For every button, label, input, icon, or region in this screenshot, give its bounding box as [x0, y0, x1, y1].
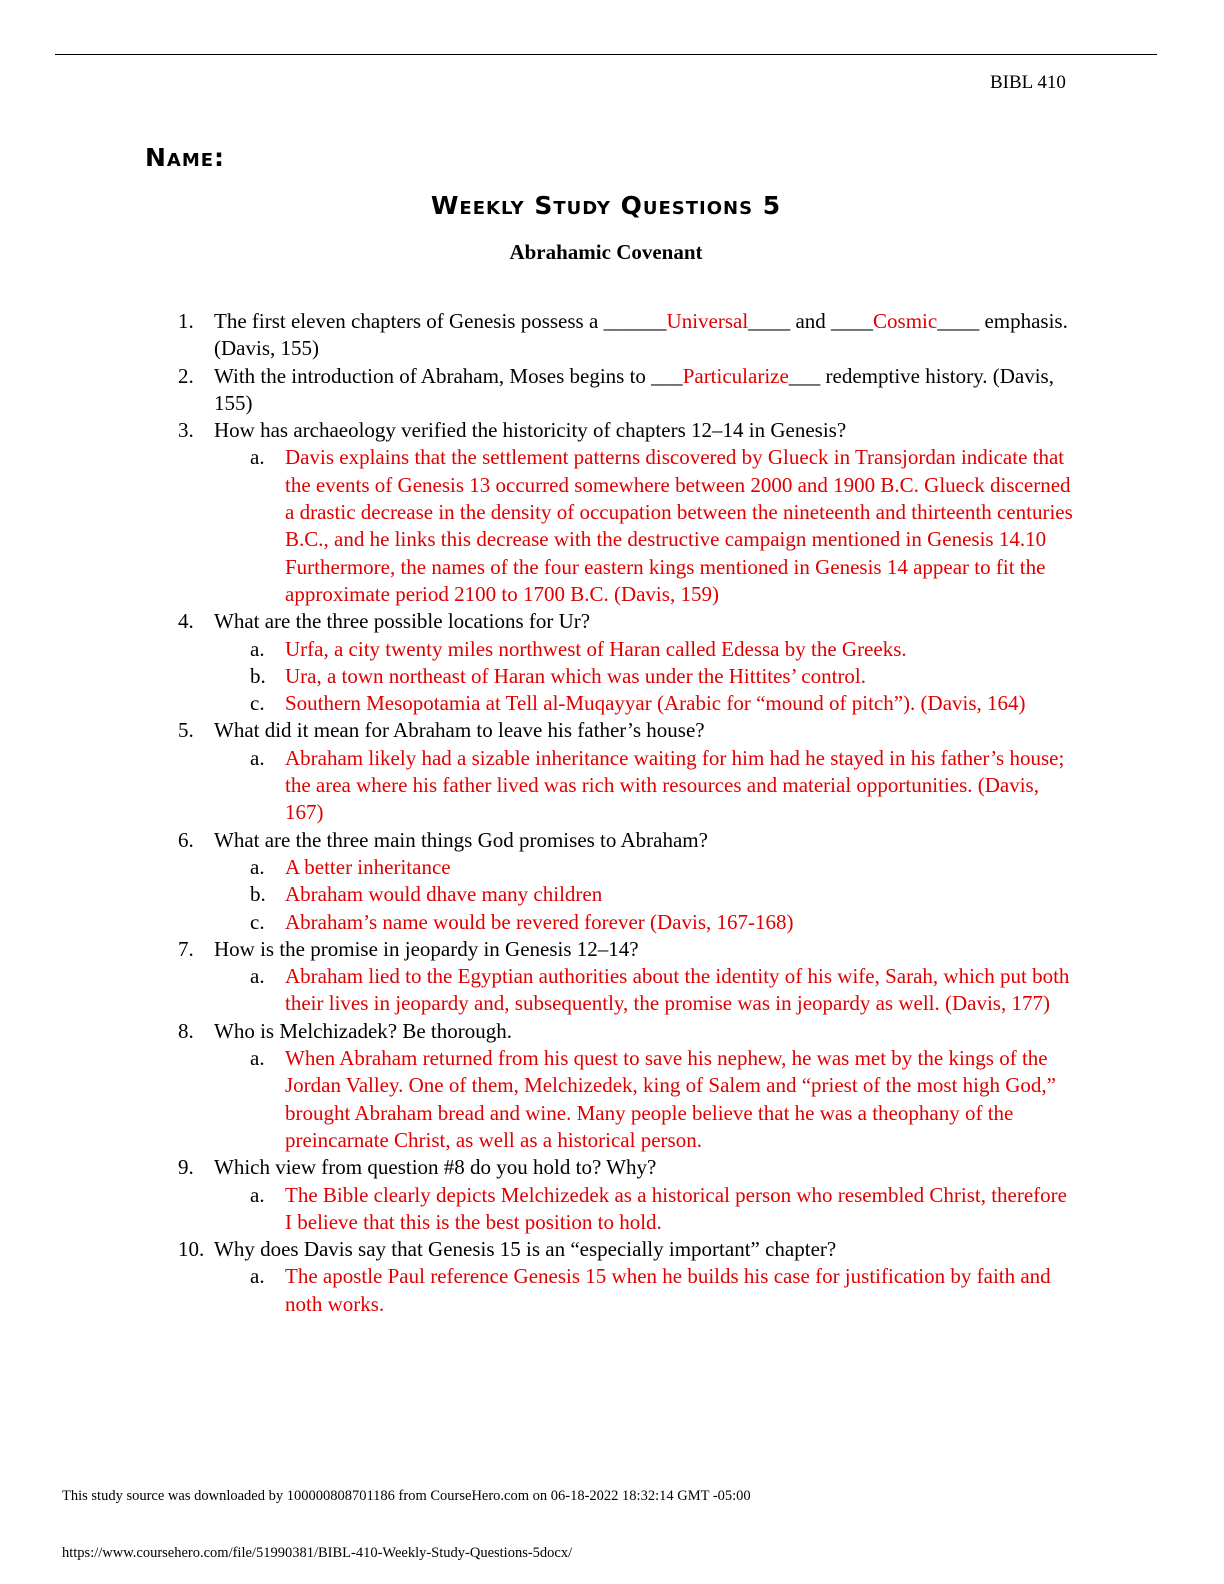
- document-title: Weekly Study Questions 5: [430, 191, 782, 220]
- answer-text: Urfa, a city twenty miles northwest of Haran called Edessa by the Greeks.: [285, 636, 907, 661]
- answer-text: The apostle Paul reference Genesis 15 when he builds his case for justification by faith and noth works.: [285, 1264, 1051, 1316]
- answer-text: A better inheritance: [285, 854, 451, 879]
- answer-item: [178, 881, 1078, 908]
- question-8: [178, 1018, 1078, 1045]
- question-5: [178, 717, 1078, 744]
- answer-label: a.: [250, 1182, 265, 1207]
- answer-text: Abraham lied to the Egyptian authorities about the identity of his wife, Sarah, which put both their lives in jeopardy and, subsequently, the promise was in jeopardy as well. (Davis, 177): [285, 964, 1070, 1016]
- question-number: 10.: [178, 1237, 205, 1262]
- answer-label: c.: [250, 909, 265, 934]
- document-subtitle: Abrahamic Covenant: [509, 240, 703, 264]
- answer-item: [178, 909, 1078, 936]
- answer-label: a.: [250, 445, 265, 470]
- answer-item: [178, 854, 1078, 881]
- question-10: [178, 1236, 1078, 1263]
- footer-source-note: This study source was downloaded by 100000808701186 from CourseHero.com on 06-18-2022 18:32:14 GMT -05:00: [62, 1488, 751, 1504]
- question-number: 3.: [178, 418, 194, 443]
- answer-label: b.: [250, 882, 266, 907]
- answer-text: Abraham’s name would be revered forever (Davis, 167-168): [285, 909, 794, 934]
- answer-item: [178, 1182, 1078, 1237]
- answer-item: [178, 690, 1078, 717]
- answer-item: [178, 663, 1078, 690]
- answer-label: a.: [250, 1046, 265, 1071]
- answer-label: c.: [250, 691, 265, 716]
- question-number: 4.: [178, 609, 194, 634]
- question-9: [178, 1154, 1078, 1181]
- question-number: 5.: [178, 718, 194, 743]
- question-text: ____ and ____: [748, 309, 874, 333]
- answer-text: When Abraham returned from his quest to save his nephew, he was met by the kings of the Jordan Valley. One of them, Melchizedek, king of Salem and “priest of the most high God,” brought Abraham bread and wine. Many people believe that he was a theophany of the preincarnate Christ, as well as a historical person.: [285, 1046, 1056, 1152]
- question-text: How is the promise in jeopardy in Genesis 12–14?: [214, 936, 639, 961]
- question-number: 8.: [178, 1018, 194, 1043]
- question-text: The first eleven chapters of Genesis possess a ______: [214, 309, 667, 333]
- footer-url: https://www.coursehero.com/file/51990381/BIBL-410-Weekly-Study-Questions-5docx/: [62, 1545, 573, 1561]
- question-text: ____ emphasis. (Davis, 155): [214, 309, 1068, 361]
- question-text: What are the three main things God promises to Abraham?: [214, 827, 708, 852]
- answer-fill: Particularize: [682, 363, 789, 388]
- course-code: BIBL 410: [990, 72, 1066, 93]
- question-text: Which view from question #8 do you hold to? Why?: [214, 1155, 657, 1180]
- answer-item: [178, 1263, 1078, 1318]
- answer-label: a.: [250, 964, 265, 989]
- answer-label: a.: [250, 854, 265, 879]
- answer-label: a.: [250, 636, 265, 661]
- answer-item: [178, 1045, 1078, 1154]
- answer-item: [178, 963, 1078, 1018]
- question-number: 7.: [178, 936, 194, 961]
- answer-fill: Cosmic: [873, 309, 938, 333]
- answer-item: [178, 444, 1078, 608]
- question-7: [178, 936, 1078, 963]
- answer-item: [178, 636, 1078, 663]
- question-text: With the introduction of Abraham, Moses begins to ___: [214, 363, 683, 388]
- question-3: [178, 417, 1078, 444]
- question-text: How has archaeology verified the historicity of chapters 12–14 in Genesis?: [214, 418, 847, 443]
- question-list: [178, 308, 1078, 1318]
- question-text: Who is Melchizadek? Be thorough.: [214, 1018, 512, 1043]
- answer-text: Abraham would dhave many children: [285, 882, 603, 907]
- answer-fill: Universal: [666, 309, 749, 333]
- answer-text: Southern Mesopotamia at Tell al-Muqayyar (Arabic for “mound of pitch”). (Davis, 164): [285, 691, 1026, 716]
- answer-text: Abraham likely had a sizable inheritance waiting for him had he stayed in his father’s house; the area where his father lived was rich with resources and material opportunities. (Davis, 167): [285, 745, 1065, 825]
- question-2: [178, 363, 1078, 418]
- name-label: Name:: [145, 143, 226, 172]
- question-4: [178, 608, 1078, 635]
- question-text: What are the three possible locations for Ur?: [214, 609, 591, 634]
- answer-label: b.: [250, 663, 266, 688]
- answer-item: [178, 745, 1078, 827]
- question-number: 9.: [178, 1155, 194, 1180]
- answer-label: a.: [250, 1264, 265, 1289]
- question-6: [178, 827, 1078, 854]
- top-rule: [55, 54, 1157, 55]
- question-number: 2.: [178, 363, 194, 388]
- question-text: ___ redemptive history. (Davis, 155): [214, 363, 1054, 415]
- answer-text: Ura, a town northeast of Haran which was under the Hittites’ control.: [285, 663, 867, 688]
- answer-text: The Bible clearly depicts Melchizedek as a historical person who resembled Christ, therefore I believe that this is the best position to hold.: [285, 1182, 1067, 1234]
- question-number: 6.: [178, 827, 194, 852]
- question-number: 1.: [178, 309, 194, 333]
- question-text: What did it mean for Abraham to leave his father’s house?: [214, 718, 705, 743]
- question-1: [178, 308, 1078, 363]
- answer-text: Davis explains that the settlement patterns discovered by Glueck in Transjordan indicate that the events of Genesis 13 occurred somewhere between 2000 and 1900 B.C. Glueck discerned a drastic decrease in the density of occupation between the nineteenth and thirteenth centuries B.C., and he links this decrease with the destructive campaign mentioned in Genesis 14.10 Furthermore, the names of the four eastern kings mentioned in Genesis 14 appear to fit the approximate period 2100 to 1700 B.C. (Davis, 159): [285, 445, 1073, 606]
- answer-label: a.: [250, 745, 265, 770]
- question-text: Why does Davis say that Genesis 15 is an “especially important” chapter?: [214, 1237, 837, 1262]
